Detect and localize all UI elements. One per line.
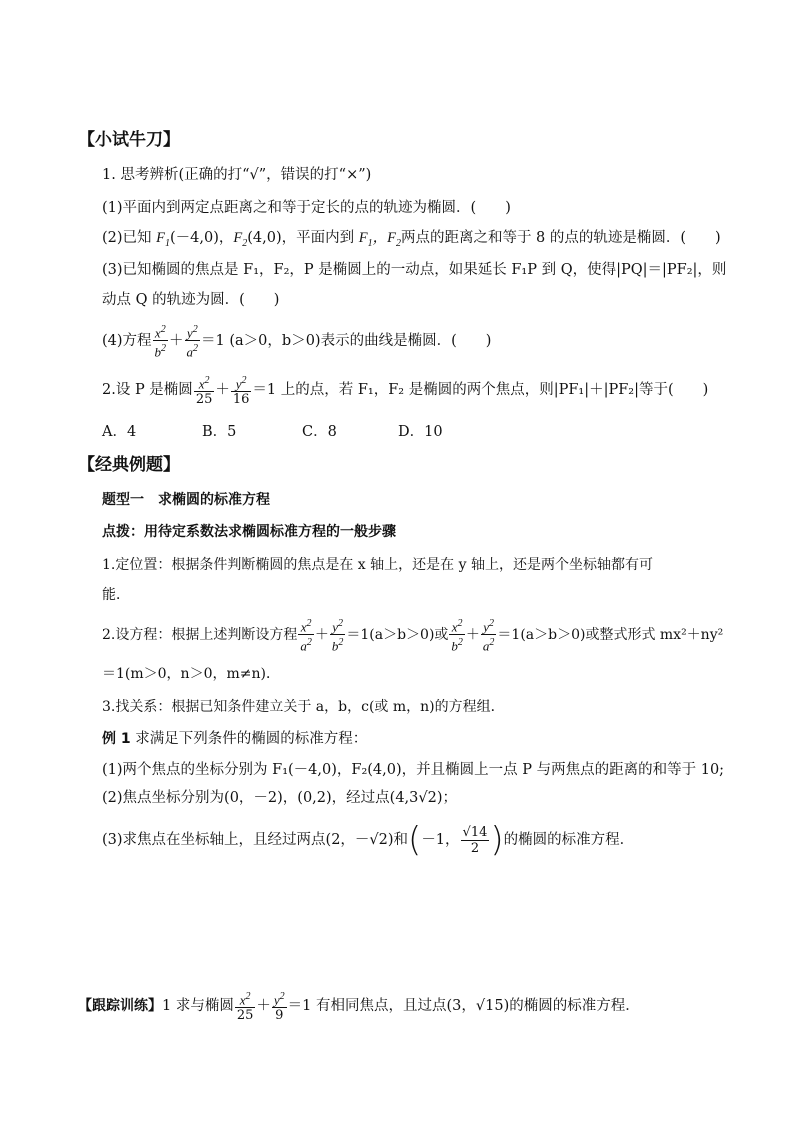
left-paren: ( [408,820,422,860]
fraction-x2-a2: $\frac{x^2}{a^2}$ [300,618,312,654]
q1-item2 [102,228,721,254]
option-a: A．4 [102,424,137,440]
fraction-y2-9: $\frac{y^2}{9}$ [273,990,285,1024]
tracking-suffix: ＝1 有相同焦点，且过点(3，√15)的椭圆的标准方程． [287,998,640,1014]
q1-item2-mid: (4,0)，平面内到 [247,230,355,246]
example1-item3-prefix: (3)求焦点在坐标轴上，且经过两点(2，－√2)和 [102,832,409,848]
example1-label: 例 1 [102,731,131,747]
fraction-y2-a2: $\frac{y^2}{a^2}$ [186,324,199,360]
q2-prefix: 2.设 P 是椭圆 [102,382,193,398]
example1-item1: (1)两个焦点的坐标分别为 F₁(－4,0)，F₂(4,0)，并且椭圆上一点 P 与两焦点的距离的和等于 10; [102,762,725,778]
fraction-y2-b2: $\frac{y^2}{b^2}$ [331,618,344,654]
q2-suffix: ＝1 上的点，若 F₁，F₂ 是椭圆的两个焦点，则|PF₁|＋|PF₂|等于( ) [252,382,709,398]
section-heading-examples: 【经典例题】 [78,455,180,475]
q1-item3-line1: (3)已知椭圆的焦点是 F₁，F₂，P 是椭圆上的一动点，如果延长 F₁P 到 Q，使得|PQ|＝|PF₂|，则 [102,262,727,278]
fraction-x2-25: $\frac{x^2}{25}$ [195,374,213,408]
section-heading-trial: 【小试牛刀】 [78,130,180,150]
step3: 3.找关系：根据已知条件建立关于 a，b，c(或 m，n)的方程组． [102,699,505,715]
step2-line2: ＝1(m＞0，n＞0，m≠n)． [102,666,280,682]
q1-item3-line2: 动点 Q 的轨迹为圆．( ) [102,292,280,308]
fraction-x2-b2: $\frac{x^2}{b^2}$ [154,324,167,360]
step2-mid1: ＝1(a＞b＞0)或 [346,626,449,643]
q2-stem: 2.设 P 是椭圆 $\frac{x^2}{25}$ ＋ $\frac{y^2}{16}$ ＝1 上的点，若 F₁，F₂ 是椭圆的两个焦点，则|PF₁|＋|PF₂|等于( ) [102,374,709,408]
fraction-y2-a2-alt: $\frac{y^2}{a^2}$ [482,618,495,654]
fraction-sqrt14-2: $\frac{√14}{2}$ [462,824,488,856]
example1-item3-suffix: 的椭圆的标准方程． [503,832,635,848]
option-b: B．5 [202,424,237,440]
example1-prompt: 求满足下列条件的椭圆的标准方程： [135,731,368,747]
step2-mid2: ＝1(a＞b＞0)或整式形式 mx²＋ny² [497,626,724,643]
example1-title [102,729,367,749]
type1-tip: 点拨：用待定系数法求椭圆标准方程的一般步骤 [102,524,396,540]
q1-item1: (1)平面内到两定点距离之和等于定长的点的轨迹为椭圆．( ) [102,200,511,216]
step1-line2: 能． [102,587,130,603]
tracking-label: 【跟踪训练】 [78,998,162,1014]
step1-line1: 1.定位置：根据条件判断椭圆的焦点是在 x 轴上，还是在 y 轴上，还是两个坐标轴都有可 [102,557,653,573]
q1-title: 1. 思考辨析(正确的打“√”，错误的打“×”) [102,167,372,183]
tracking-prefix: 1 求与椭圆 [162,998,234,1014]
example1-item2: (2)焦点坐标分别为(0，－2)，(0,2)，经过点(4,3√2)； [102,790,458,806]
example1-item3-point: －1， [421,832,460,848]
right-paren: ) [490,820,504,860]
q1-item2-prefix: (2)已知 [102,230,152,246]
fraction-x2-25-b: $\frac{x^2}{25}$ [236,990,254,1024]
foci-symbols: $F_1$，$F_2$ [358,230,401,249]
type1-title: 题型一 求椭圆的标准方程 [102,492,270,508]
option-d: D．10 [398,424,443,440]
q1-item4-prefix: (4)方程 [102,332,152,349]
option-c: C．8 [302,424,337,440]
focus-f2-symbol: $F_2$ [233,230,248,249]
fraction-y2-16: $\frac{y^2}{16}$ [232,374,250,408]
fraction-x2-b2-alt: $\frac{x^2}{b^2}$ [451,618,463,654]
step2-prefix: 2.设方程：根据上述判断设方程 [102,626,298,643]
q1-item2-f1-coord: (－4,0)， [170,230,234,246]
example1-item3 [102,818,634,862]
focus-f1-symbol: $F_1$ [156,230,171,249]
q1-item4-suffix: ＝1 (a＞0，b＞0)表示的曲线是椭圆．( ) [201,332,492,349]
q1-item2-suffix: 两点的距离之和等于 8 的点的轨迹是椭圆．( ) [400,230,721,246]
q1-item4: (4)方程 $\frac{x^2}{b^2}$ ＋ $\frac{y^2}{a^2}$ ＝1 (a＞0，b＞0)表示的曲线是椭圆．( ) [102,324,492,360]
tracking-exercise: 【跟踪训练】1 求与椭圆 $\frac{x^2}{25}$ ＋ $\frac{y^2}{9}$ ＝1 有相同焦点，且过点(3，√15)的椭圆的标准方程． [78,990,640,1024]
step2-line1: 2.设方程：根据上述判断设方程 $\frac{x^2}{a^2}$ ＋ $\frac{y^2}{b^2}$ ＝1(a＞b＞0)或 $\frac{x^2}{b^2}$ ＋ $\frac{y^2}{a^2}$ ＝1(a＞b＞0)或整式形式 mx²＋ny² [102,618,724,654]
